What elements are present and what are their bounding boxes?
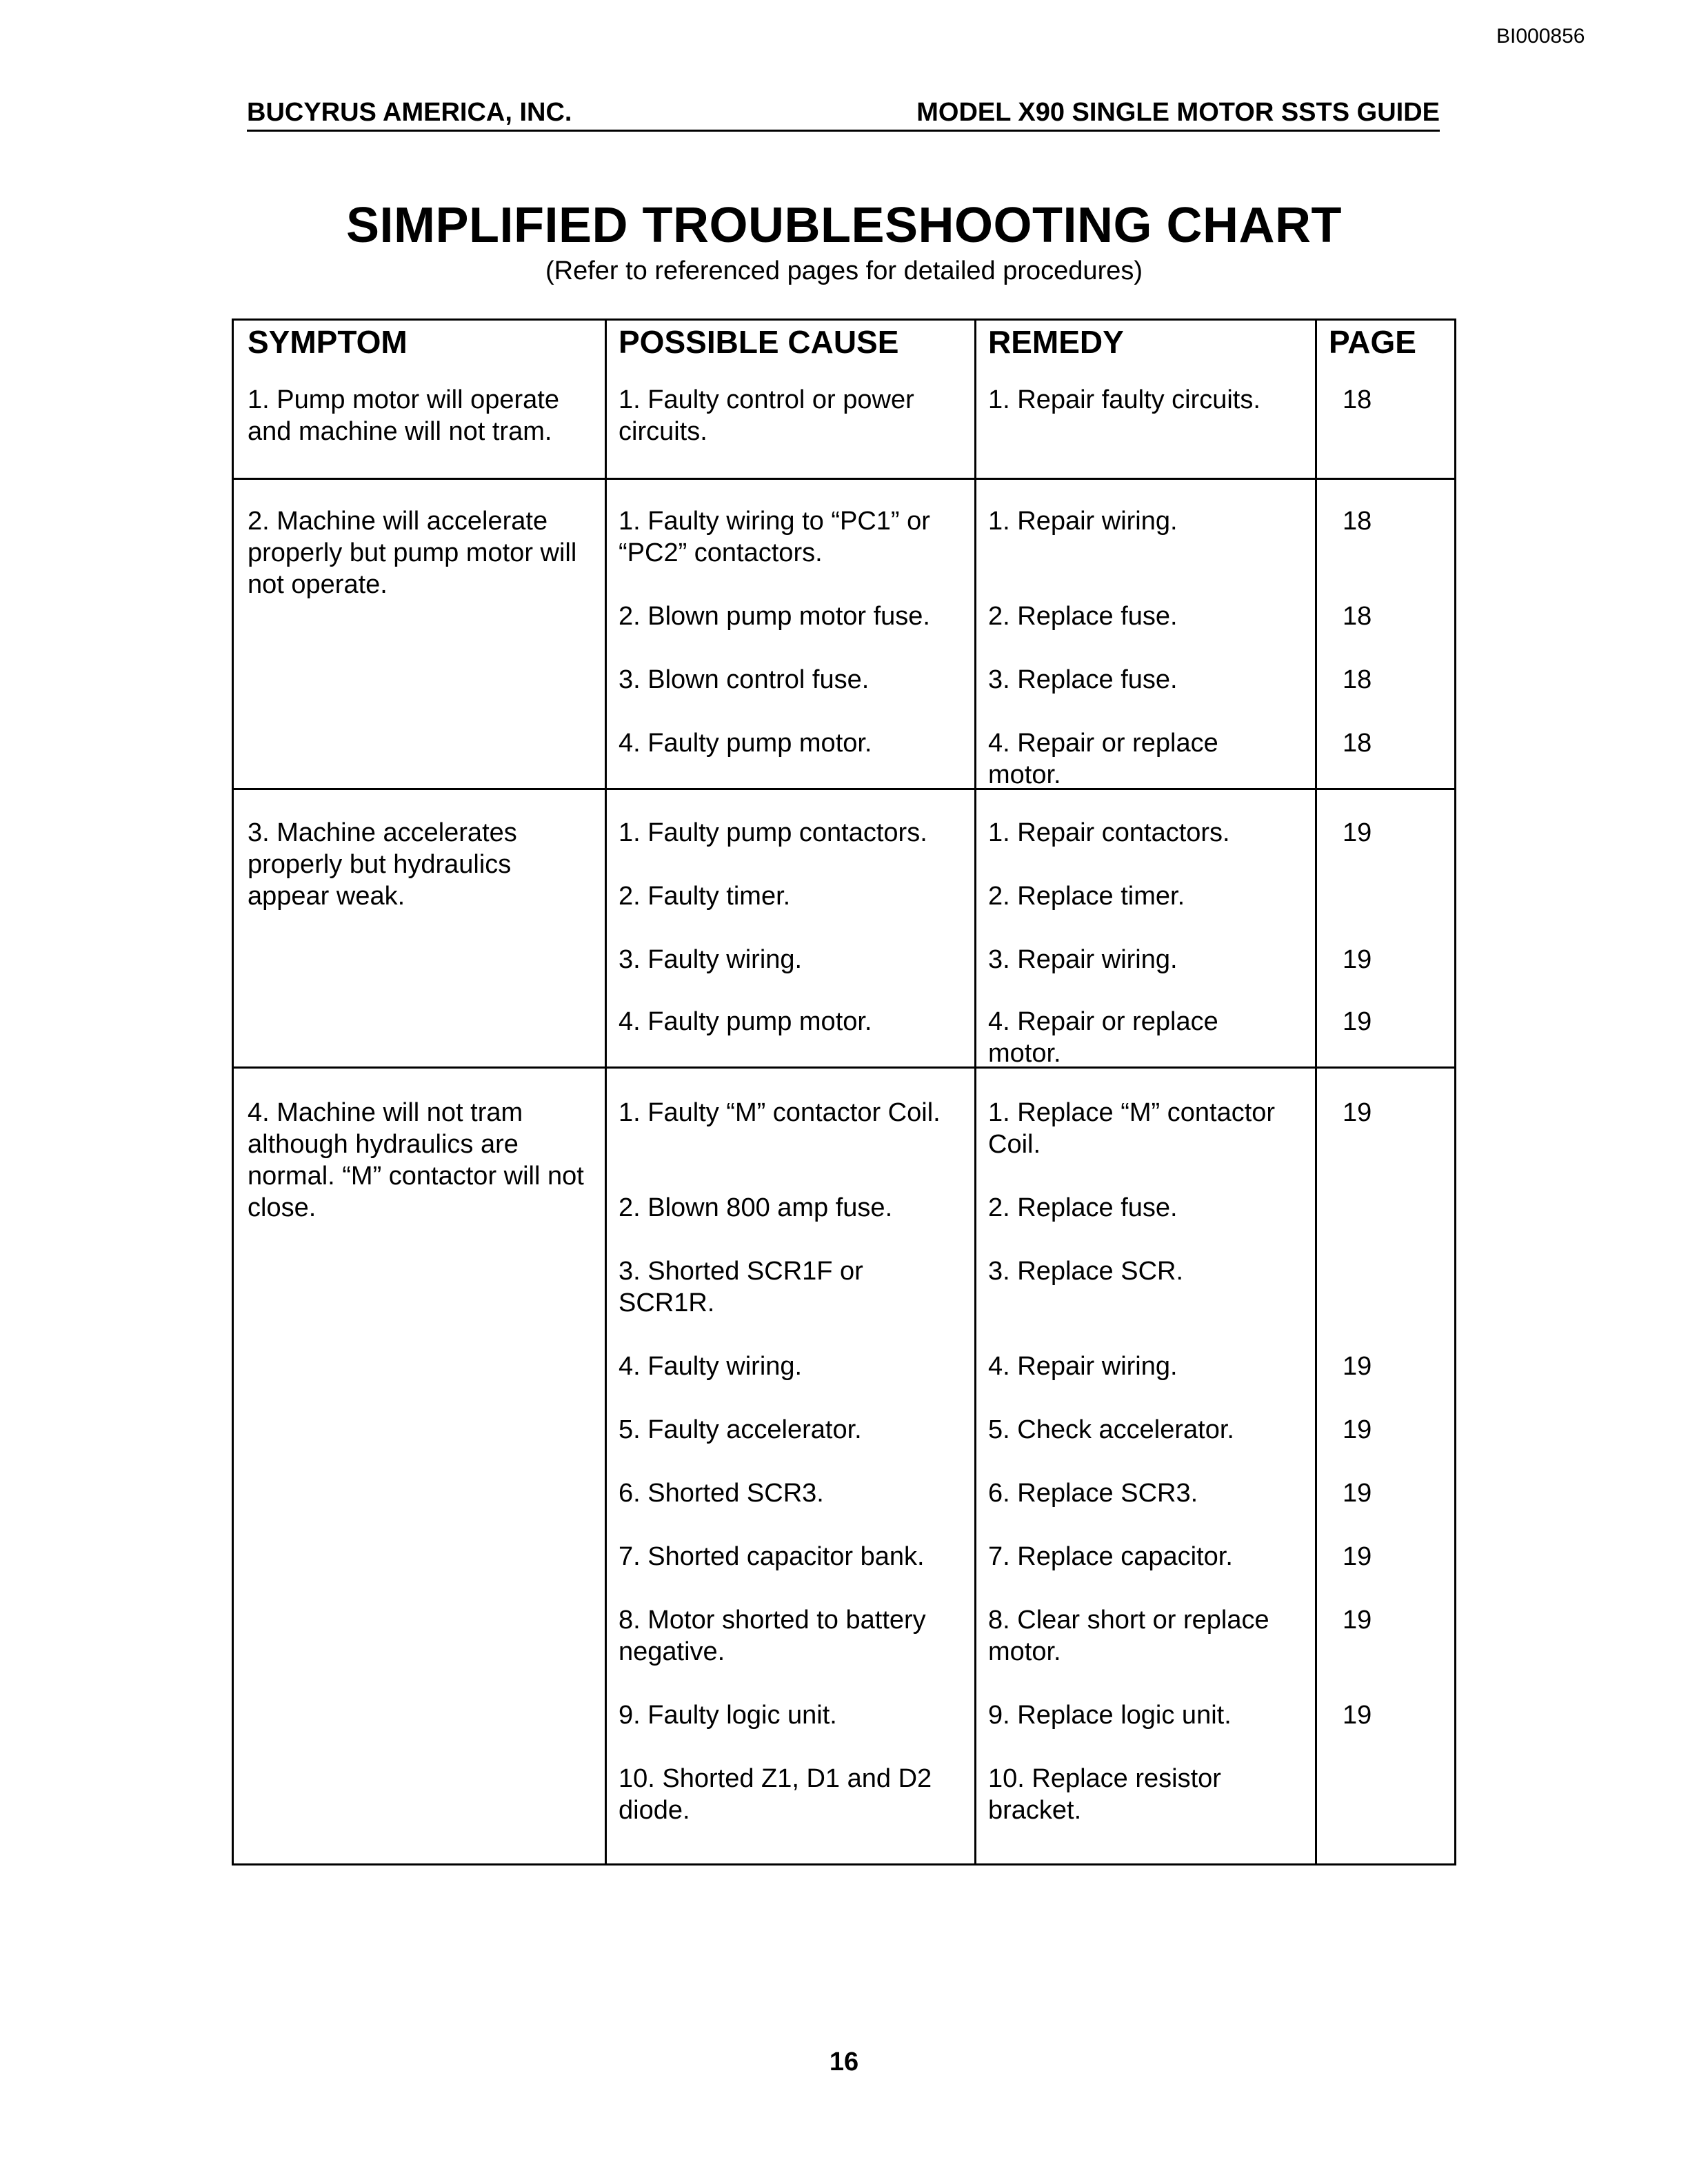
cause-cell: 4. Faulty pump motor. [619,1007,872,1036]
remedy-cell: 3. Replace SCR. [988,1257,1184,1286]
remedy-cell: 4. Repair or replace motor. [988,1007,1218,1068]
page-cell: 18 [1343,507,1372,536]
column-divider [974,321,976,1863]
remedy-cell: 1. Repair faulty circuits. [988,385,1260,414]
page-cell: 19 [1343,945,1372,974]
page-cell: 18 [1343,602,1372,631]
cause-cell: 1. Faulty control or power circuits. [619,385,914,446]
cause-cell: 3. Blown control fuse. [619,665,870,694]
page-number: 16 [829,2048,859,2076]
cause-cell: 1. Faulty wiring to “PC1” or “PC2” contactors. [619,507,930,567]
page-cell: 19 [1343,1352,1372,1381]
symptom-cell: 4. Machine will not tram although hydraulics are normal. “M” contactor will not close. [248,1098,584,1222]
cause-cell: 3. Shorted SCR1F or SCR1R. [619,1257,863,1317]
remedy-cell: 1. Repair contactors. [988,818,1230,847]
cause-cell: 1. Faulty pump contactors. [619,818,927,847]
remedy-cell: 1. Replace “M” contactor Coil. [988,1098,1276,1159]
cause-cell: 8. Motor shorted to battery negative. [619,1606,926,1666]
symptom-cell: 3. Machine accelerates properly but hydraulics appear weak. [248,818,517,911]
remedy-cell: 9. Replace logic unit. [988,1701,1232,1730]
row-divider [234,478,1454,480]
header-symptom: SYMPTOM [248,324,408,360]
page-subtitle: (Refer to referenced pages for detailed procedures) [545,256,1143,285]
cause-cell: 2. Faulty timer. [619,882,791,911]
page-cell: 19 [1343,1542,1372,1571]
cause-cell: 4. Faulty wiring. [619,1352,803,1381]
cause-cell: 6. Shorted SCR3. [619,1479,824,1508]
remedy-cell: 2. Replace timer. [988,882,1185,911]
page-cell: 19 [1343,1701,1372,1730]
cause-cell: 2. Blown pump motor fuse. [619,602,930,631]
page-cell: 19 [1343,1415,1372,1444]
remedy-cell: 5. Check accelerator. [988,1415,1234,1444]
cause-cell: 1. Faulty “M” contactor Coil. [619,1098,941,1127]
remedy-cell: 1. Repair wiring. [988,507,1178,536]
cause-cell: 5. Faulty accelerator. [619,1415,862,1444]
remedy-cell: 8. Clear short or replace motor. [988,1606,1269,1666]
remedy-cell: 10. Replace resistor bracket. [988,1764,1221,1825]
page-cell: 19 [1343,1098,1372,1127]
cause-cell: 2. Blown 800 amp fuse. [619,1193,893,1222]
cause-cell: 9. Faulty logic unit. [619,1701,837,1730]
remedy-cell: 7. Replace capacitor. [988,1542,1233,1571]
remedy-cell: 3. Repair wiring. [988,945,1178,974]
page-cell: 19 [1343,1007,1372,1036]
header-remedy: REMEDY [988,324,1124,360]
column-divider [605,321,607,1863]
page-header [247,98,1440,132]
cause-cell: 10. Shorted Z1, D1 and D2 diode. [619,1764,932,1825]
document-id: BI000856 [1496,25,1585,48]
troubleshooting-table [232,318,1456,1866]
cause-cell: 4. Faulty pump motor. [619,729,872,758]
column-divider [1315,321,1317,1863]
remedy-cell: 2. Replace fuse. [988,1193,1178,1222]
guide-title: MODEL X90 SINGLE MOTOR SSTS GUIDE [916,98,1440,127]
page-cell: 19 [1343,818,1372,847]
symptom-cell: 1. Pump motor will operate and machine will not tram. [248,385,559,446]
page-cell: 19 [1343,1479,1372,1508]
page-cell: 19 [1343,1606,1372,1635]
symptom-cell: 2. Machine will accelerate properly but pump motor will not operate. [248,507,577,599]
remedy-cell: 2. Replace fuse. [988,602,1178,631]
company-name: BUCYRUS AMERICA, INC. [247,98,572,127]
cause-cell: 7. Shorted capacitor bank. [619,1542,925,1571]
remedy-cell: 6. Replace SCR3. [988,1479,1198,1508]
page-cell: 18 [1343,729,1372,758]
cause-cell: 3. Faulty wiring. [619,945,803,974]
page-title: SIMPLIFIED TROUBLESHOOTING CHART [346,198,1342,253]
page-cell: 18 [1343,385,1372,414]
remedy-cell: 4. Repair wiring. [988,1352,1178,1381]
remedy-cell: 4. Repair or replace motor. [988,729,1218,789]
page-cell: 18 [1343,665,1372,694]
header-page: PAGE [1329,324,1416,360]
remedy-cell: 3. Replace fuse. [988,665,1178,694]
header-possible-cause: POSSIBLE CAUSE [619,324,899,360]
